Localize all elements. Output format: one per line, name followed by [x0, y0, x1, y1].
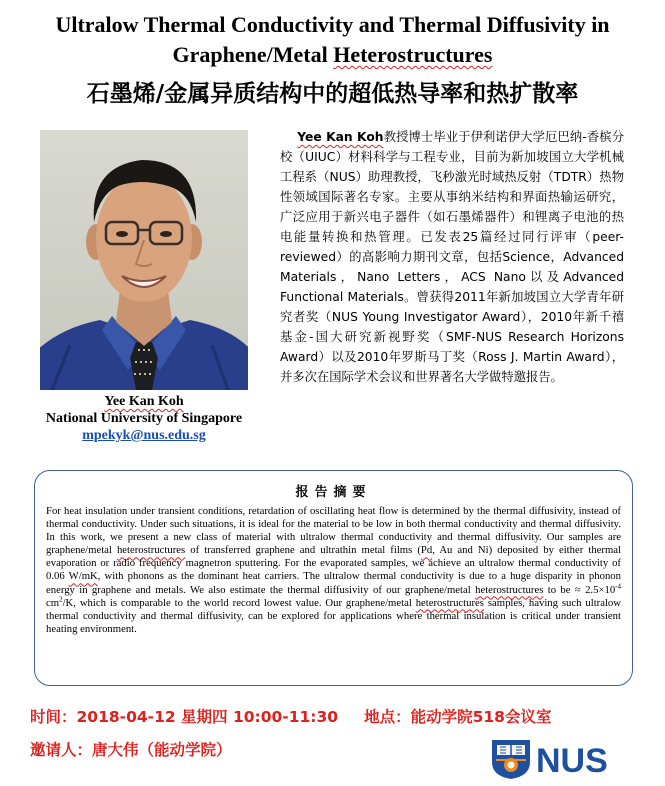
- host-value: 唐大伟（能动学院）: [92, 741, 232, 759]
- place-label: 地点：: [364, 708, 411, 726]
- abstract-segment: cm: [46, 596, 60, 609]
- speaker-portrait-image: [40, 130, 248, 390]
- time-value: 2018-04-12 星期四 10:00-11:30: [76, 708, 339, 726]
- speaker-name-text: Yee Kan Koh: [104, 394, 184, 409]
- title-english-line2: [0, 40, 665, 70]
- speaker-affiliation: National University of Singapore: [45, 411, 243, 426]
- nus-logo: [490, 738, 630, 780]
- abstract-segment: , Au and Ni) deposited by either thermal evaporation or radio frequency magnetron sputtering. For the evaporated samples, we achieve an ultralow thermal conductivity of 0.06: [46, 544, 621, 583]
- event-time-place-line: [30, 705, 551, 727]
- speaker-name: [40, 393, 248, 411]
- speaker-photo: [40, 130, 248, 390]
- abstract-term-heterostructures: heterostructures: [415, 596, 484, 609]
- abstract-segment: For heat insulation under transient conditions, retardation of oscillating heat flow is determined by the thermal diffusivity, instead of thermal conductivity. Under such situations, it is ideal for the material to be low in both thermal conductivity and thermal diffusivity. In this work, we present a new class of material with ultralow thermal conductivity and thermal diffusivity. Our samples are graphene/metal: [46, 505, 621, 557]
- title-english-line1: Ultralow Thermal Conductivity and Thermal Diffusivity in: [55, 12, 610, 37]
- place-value: 能动学院518会议室: [410, 708, 552, 726]
- abstract-segment: to be ≈ 2.5×10: [543, 583, 616, 596]
- host-label: 邀请人：: [30, 741, 93, 759]
- speaker-email-link[interactable]: mpekyk@nus.edu.sg: [82, 428, 206, 443]
- abstract-text: [46, 505, 621, 636]
- abstract-segment: samples, having such ultralow thermal conductivity and thermal diffusivity, can be explored for applications where thermal insulation is critical under transient heating environment.: [46, 596, 621, 635]
- abstract-term-pd: Pd: [420, 544, 433, 557]
- abstract-segment: of transferred graphene and ultrathin metal films (: [185, 544, 421, 557]
- bio-text: 教授博士毕业于伊利诺伊大学厄巴纳-香槟分校（UIUC）材料科学与工程专业，目前为新加坡国立大学机械工程系（NUS）助理教授，飞秒激光时域热反射（TDTR）热物性领域国际著名专家。主要从事纳米结构和界面热输运研究，广泛应用于新兴电子器件（如石墨烯器件）和锂离子电池的热电能量转换和热管理。已发表25篇经过同行评审（peer-reviewed）的高影响力期刊文章，包括Science，Advanced Materials，Nano Letters，ACS Nano以及Advanced Functional Materials。曾获得2011年新加坡国立大学青年研究者奖（NUS Young Investigator Award），2010年新千禧基金-国大研究新视野奖（SMF-NUS Research Horizons Award）以及2010年罗斯马丁奖（Ross J. Martin Award），并多次在国际学术会议和世界著名大学做特邀报告。: [280, 130, 624, 384]
- title-chinese: 石墨烯/金属异质结构中的超低热导率和热扩散率: [86, 81, 579, 107]
- title-english-line2-text: Graphene/Metal: [172, 42, 334, 67]
- abstract-term-heterostructures: heterostructures: [475, 583, 544, 596]
- abstract-heading: 报告摘要: [295, 485, 372, 500]
- abstract-term-heterostructures: heterostructures: [116, 544, 186, 557]
- speaker-bio: [280, 127, 624, 387]
- nus-crest-icon: [490, 738, 630, 780]
- abstract-segment: , with phonons as the dominant heat carriers. The ultralow thermal conductivity is due to a huge disparity in phonon energy in graphene and metals. We also estimate the thermal diffusivity of our graphene/metal: [46, 570, 621, 596]
- bio-speaker-name: Yee Kan Koh: [297, 130, 384, 144]
- event-host-line: [30, 738, 232, 760]
- logo-text: NUS: [536, 742, 608, 780]
- time-label: 时间：: [30, 708, 77, 726]
- abstract-term-unit: W/mK: [68, 570, 98, 583]
- title-english: [0, 10, 665, 70]
- abstract-segment: /K, which is comparable to the world record lowest value. Our graphene/metal: [62, 596, 416, 609]
- abstract-exponent: -4: [615, 582, 622, 590]
- abstract-exponent: 2: [59, 595, 63, 604]
- title-english-line2-underlined: Heterostructures: [333, 42, 493, 67]
